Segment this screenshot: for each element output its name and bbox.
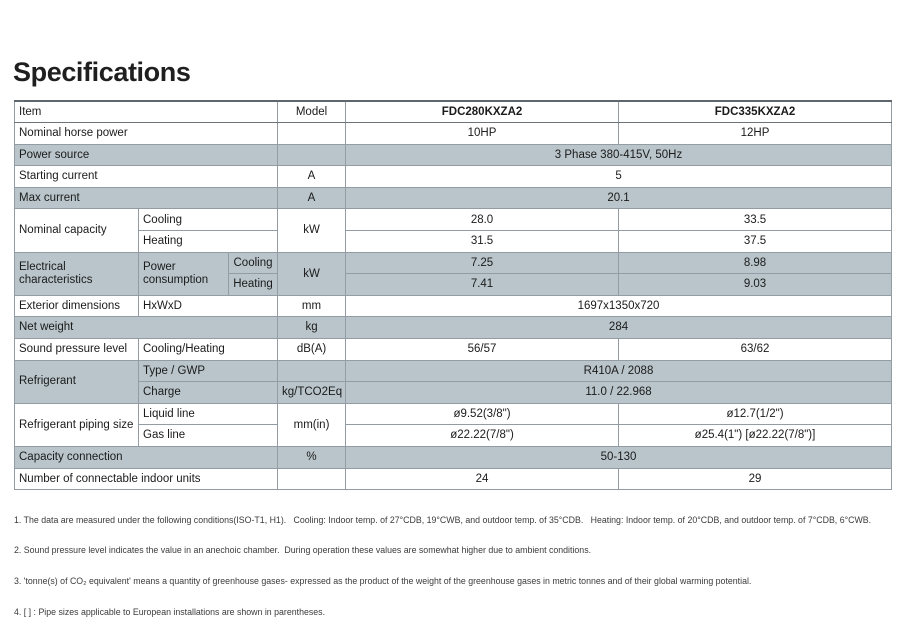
- power-consumption-heating-fdc280: 7.41: [346, 274, 619, 296]
- refrigerant-label: Refrigerant: [15, 360, 139, 403]
- horse-power-label: Nominal horse power: [15, 123, 278, 145]
- row-piping-liquid: [15, 403, 892, 425]
- power-source-label: Power source: [15, 144, 278, 166]
- refrigerant-type-unit: [278, 360, 346, 382]
- sound-pressure-fdc280: 56/57: [346, 339, 619, 361]
- piping-gas-fdc280: ø22.22(7/8"): [346, 425, 619, 447]
- capacity-connection-value: 50-130: [346, 447, 892, 469]
- nominal-capacity-cooling-fdc335: 33.5: [619, 209, 892, 231]
- starting-current-value: 5: [346, 166, 892, 188]
- power-consumption-heating-fdc335: 9.03: [619, 274, 892, 296]
- piping-unit: mm(in): [278, 403, 346, 446]
- power-consumption-cooling-fdc280: 7.25: [346, 252, 619, 274]
- header-item-cell: Item: [15, 101, 278, 123]
- nominal-capacity-unit: kW: [278, 209, 346, 252]
- connectable-units-fdc335: 29: [619, 468, 892, 490]
- footnote-4: 4. [ ] : Pipe sizes applicable to European installations are shown in parentheses.: [14, 607, 326, 618]
- capacity-connection-unit: %: [278, 447, 346, 469]
- sound-pressure-label: Sound pressure level: [15, 339, 139, 361]
- sound-pressure-unit: dB(A): [278, 339, 346, 361]
- horse-power-value-fdc335: 12HP: [619, 123, 892, 145]
- row-refrigerant-charge: [15, 382, 892, 404]
- net-weight-label: Net weight: [15, 317, 278, 339]
- connectable-units-unit: [278, 468, 346, 490]
- max-current-label: Max current: [15, 187, 278, 209]
- row-nominal-capacity-heating: [15, 231, 892, 253]
- piping-label: Refrigerant piping size: [15, 403, 139, 446]
- row-sound-pressure: [15, 339, 892, 361]
- refrigerant-charge-unit: kg/TCO2Eq: [278, 382, 346, 404]
- max-current-unit: A: [278, 187, 346, 209]
- refrigerant-type-label: Type / GWP: [139, 360, 278, 382]
- exterior-dimensions-value: 1697x1350x720: [346, 295, 892, 317]
- connectable-units-fdc280: 24: [346, 468, 619, 490]
- row-power-consumption-cooling: [15, 252, 892, 274]
- nominal-capacity-label: Nominal capacity: [15, 209, 139, 252]
- horse-power-value-fdc280: 10HP: [346, 123, 619, 145]
- row-starting-current: [15, 166, 892, 188]
- electrical-characteristics-label: Electrical characteristics: [15, 252, 139, 295]
- specifications-table: [14, 100, 892, 490]
- header-model-fdc335: FDC335KXZA2: [619, 101, 892, 123]
- header-model-fdc280: FDC280KXZA2: [346, 101, 619, 123]
- sound-pressure-fdc335: 63/62: [619, 339, 892, 361]
- horse-power-unit: [278, 123, 346, 145]
- header-model-cell: Model: [278, 101, 346, 123]
- row-nominal-capacity-cooling: [15, 209, 892, 231]
- footnotes: [14, 494, 890, 628]
- net-weight-unit: kg: [278, 317, 346, 339]
- refrigerant-type-value: R410A / 2088: [346, 360, 892, 382]
- exterior-dimensions-sub-label: HxWxD: [139, 295, 278, 317]
- piping-liquid-label: Liquid line: [139, 403, 278, 425]
- nominal-capacity-heating-fdc280: 31.5: [346, 231, 619, 253]
- refrigerant-charge-label: Charge: [139, 382, 278, 404]
- table-header-row: [15, 101, 892, 123]
- refrigerant-charge-value: 11.0 / 22.968: [346, 382, 892, 404]
- row-capacity-connection: [15, 447, 892, 469]
- row-connectable-units: [15, 468, 892, 490]
- nominal-capacity-cooling-fdc280: 28.0: [346, 209, 619, 231]
- piping-gas-label: Gas line: [139, 425, 278, 447]
- sound-pressure-sub-label: Cooling/Heating: [139, 339, 278, 361]
- power-consumption-cooling-fdc335: 8.98: [619, 252, 892, 274]
- row-refrigerant-type: [15, 360, 892, 382]
- footnote-3: 3. 'tonne(s) of CO₂ equivalent' means a quantity of greenhouse gases- expressed as the product of the weight of the greenhouse gases in metric tonnes and of their global warming potential.: [14, 576, 752, 587]
- row-power-source: [15, 144, 892, 166]
- footnote-1: 1. The data are measured under the following conditions(ISO-T1, H1). Cooling: Indoor temp. of 27°CDB, 19°CWB, and outdoor temp. of 35°CDB. Heating: Indoor temp. of 20°CDB, and outdoor temp. of 7°CDB, 6°CWB.: [14, 514, 872, 525]
- power-consumption-cooling-label: Cooling: [229, 252, 278, 274]
- power-consumption-unit: kW: [278, 252, 346, 295]
- exterior-dimensions-label: Exterior dimensions: [15, 295, 139, 317]
- piping-liquid-fdc335: ø12.7(1/2"): [619, 403, 892, 425]
- row-piping-gas: [15, 425, 892, 447]
- row-nominal-horse-power: [15, 123, 892, 145]
- starting-current-label: Starting current: [15, 166, 278, 188]
- nominal-capacity-heating-label: Heating: [139, 231, 278, 253]
- power-source-unit: [278, 144, 346, 166]
- power-consumption-heating-label: Heating: [229, 274, 278, 296]
- row-net-weight: [15, 317, 892, 339]
- power-source-value: 3 Phase 380-415V, 50Hz: [346, 144, 892, 166]
- row-exterior-dimensions: [15, 295, 892, 317]
- net-weight-value: 284: [346, 317, 892, 339]
- page-title: Specifications: [13, 57, 191, 87]
- row-max-current: [15, 187, 892, 209]
- nominal-capacity-cooling-label: Cooling: [139, 209, 278, 231]
- footnote-2: 2. Sound pressure level indicates the value in an anechoic chamber. During operation these values are somewhat higher due to ambient conditions.: [14, 545, 592, 556]
- exterior-dimensions-unit: mm: [278, 295, 346, 317]
- starting-current-unit: A: [278, 166, 346, 188]
- piping-liquid-fdc280: ø9.52(3/8"): [346, 403, 619, 425]
- connectable-units-label: Number of connectable indoor units: [15, 468, 278, 490]
- capacity-connection-label: Capacity connection: [15, 447, 278, 469]
- piping-gas-fdc335: ø25.4(1") [ø22.22(7/8")]: [619, 425, 892, 447]
- nominal-capacity-heating-fdc335: 37.5: [619, 231, 892, 253]
- max-current-value: 20.1: [346, 187, 892, 209]
- power-consumption-label: Power consumption: [139, 252, 229, 295]
